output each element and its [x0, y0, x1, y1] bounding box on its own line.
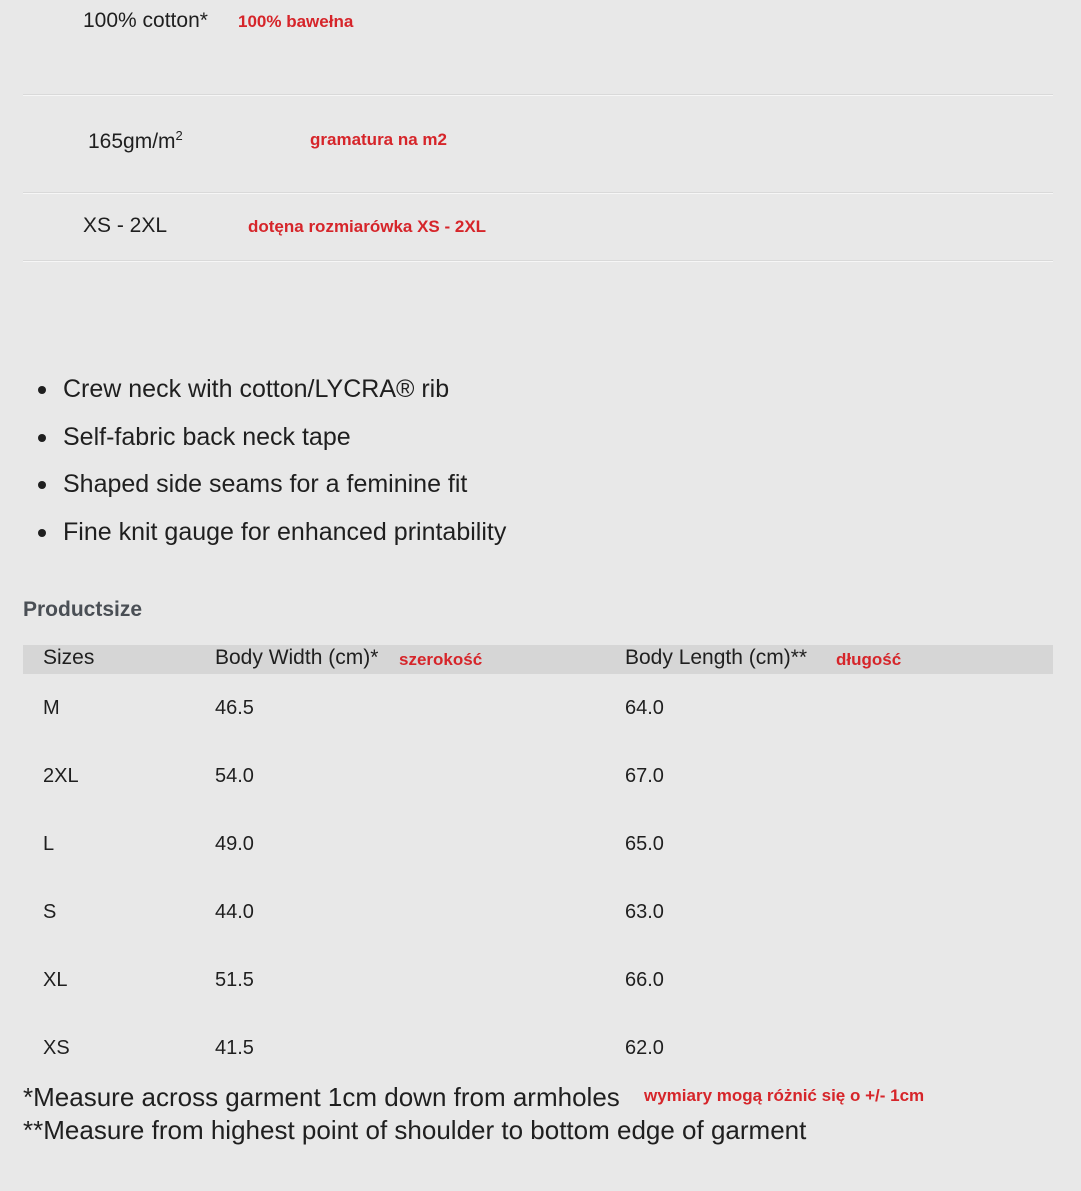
spec-material-note: 100% bawełna	[238, 12, 354, 31]
feature-item: Crew neck with cotton/LYCRA® rib	[38, 366, 506, 414]
header-width-note: szerokość	[399, 650, 483, 669]
footnote-width: *Measure across garment 1cm down from armholes	[23, 1082, 620, 1112]
feature-item: Shaped side seams for a feminine fit	[38, 461, 506, 509]
row-length: 64.0	[625, 697, 664, 719]
header-sizes: Sizes	[43, 646, 95, 669]
spec-material: 100% cotton*	[83, 9, 208, 32]
feature-item: Fine knit gauge for enhanced printability	[38, 509, 506, 557]
row-width: 51.5	[215, 969, 254, 991]
row-length: 66.0	[625, 969, 664, 991]
spec-weight-note: gramatura na m2	[310, 130, 447, 149]
spec-weight-value: 165gm/m	[88, 130, 176, 153]
feature-list	[38, 366, 506, 556]
row-width: 44.0	[215, 901, 254, 923]
row-size: M	[43, 697, 60, 719]
row-size: S	[43, 901, 57, 923]
row-size: XL	[43, 969, 68, 991]
spec-weight	[88, 128, 183, 154]
spec-weight-sup: 2	[175, 128, 183, 143]
spec-divider	[23, 192, 1053, 194]
header-body-length: Body Length (cm)**	[625, 646, 808, 669]
spec-size-range: XS - 2XL	[83, 214, 168, 237]
spec-divider	[23, 260, 1053, 262]
row-size: XS	[43, 1037, 70, 1059]
productsize-title: Productsize	[23, 598, 143, 621]
footnote-width-note: wymiary mogą różnić się o +/- 1cm	[644, 1086, 925, 1105]
row-length: 67.0	[625, 765, 664, 787]
row-length: 65.0	[625, 833, 664, 855]
row-size: 2XL	[43, 765, 79, 787]
footnote-length: **Measure from highest point of shoulder to bottom edge of garment	[23, 1115, 807, 1145]
header-body-width: Body Width (cm)*	[215, 646, 379, 669]
spec-size-range-note: dotęna rozmiarówka XS - 2XL	[248, 217, 487, 236]
row-width: 41.5	[215, 1037, 254, 1059]
row-size: L	[43, 833, 55, 855]
spec-divider	[23, 94, 1053, 96]
row-width: 49.0	[215, 833, 254, 855]
row-length: 63.0	[625, 901, 664, 923]
row-width: 54.0	[215, 765, 254, 787]
row-width: 46.5	[215, 697, 254, 719]
feature-item: Self-fabric back neck tape	[38, 414, 506, 462]
header-length-note: długość	[836, 650, 902, 669]
row-length: 62.0	[625, 1037, 664, 1059]
